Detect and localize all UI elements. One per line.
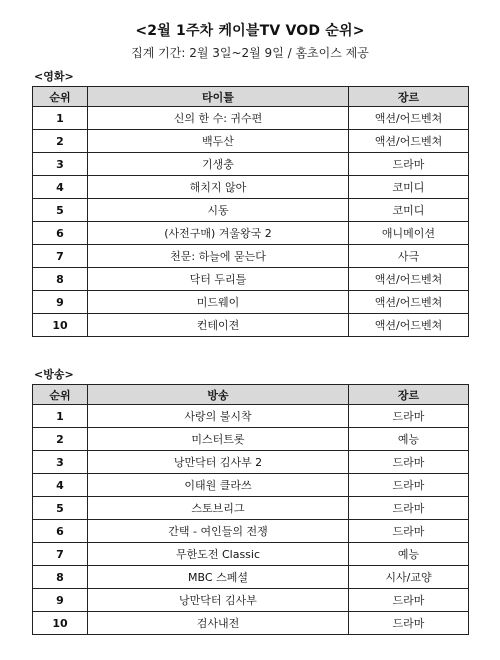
table-row — [33, 451, 469, 474]
genre-cell: 드라마 — [349, 520, 469, 543]
rank-cell: 9 — [33, 589, 88, 612]
genre-cell: 드라마 — [349, 612, 469, 635]
title-cell: 신의 한 수: 귀수편 — [88, 107, 349, 130]
table-row — [33, 268, 469, 291]
table-row — [33, 497, 469, 520]
genre-cell: 드라마 — [349, 589, 469, 612]
table-row — [33, 222, 469, 245]
rank-cell: 10 — [33, 612, 88, 635]
title-cell: 백두산 — [88, 130, 349, 153]
genre-cell: 애니메이션 — [349, 222, 469, 245]
title-cell: 컨테이젼 — [88, 314, 349, 337]
rank-cell: 2 — [33, 428, 88, 451]
movie-ranking-table — [32, 86, 469, 337]
table-row — [33, 474, 469, 497]
title-cell: 무한도전 Classic — [88, 543, 349, 566]
rank-cell: 6 — [33, 222, 88, 245]
title-cell: 미드웨이 — [88, 291, 349, 314]
broadcast-section-label: <방송> — [34, 368, 74, 381]
rank-cell: 5 — [33, 199, 88, 222]
genre-cell: 액션/어드벤쳐 — [349, 268, 469, 291]
table-row — [33, 589, 469, 612]
title-cell: 천문: 하늘에 묻는다 — [88, 245, 349, 268]
genre-cell: 액션/어드벤쳐 — [349, 130, 469, 153]
title-cell: 검사내전 — [88, 612, 349, 635]
title-cell: 스토브리그 — [88, 497, 349, 520]
column-header-program: 방송 — [88, 385, 349, 405]
genre-cell: 드라마 — [349, 451, 469, 474]
table-row — [33, 543, 469, 566]
rank-cell: 6 — [33, 520, 88, 543]
genre-cell: 시사/교양 — [349, 566, 469, 589]
rank-cell: 1 — [33, 107, 88, 130]
title-cell: 시동 — [88, 199, 349, 222]
genre-cell: 액션/어드벤쳐 — [349, 314, 469, 337]
title-cell: 이태원 클라쓰 — [88, 474, 349, 497]
table-row — [33, 107, 469, 130]
rank-cell: 8 — [33, 268, 88, 291]
table-row — [33, 612, 469, 635]
table-row — [33, 153, 469, 176]
table-row — [33, 405, 469, 428]
genre-cell: 드라마 — [349, 153, 469, 176]
rank-cell: 9 — [33, 291, 88, 314]
column-header-genre: 장르 — [349, 87, 469, 107]
table-row — [33, 520, 469, 543]
table-row — [33, 199, 469, 222]
title-cell: 기생충 — [88, 153, 349, 176]
column-header-rank: 순위 — [33, 87, 88, 107]
genre-cell: 드라마 — [349, 474, 469, 497]
column-header-genre: 장르 — [349, 385, 469, 405]
table-row — [33, 176, 469, 199]
title-cell: MBC 스페셜 — [88, 566, 349, 589]
genre-cell: 코미디 — [349, 176, 469, 199]
table-row — [33, 566, 469, 589]
page-subtitle: 집계 기간: 2월 3일~2월 9일 / 홈초이스 제공 — [131, 46, 369, 60]
rank-cell: 1 — [33, 405, 88, 428]
rank-cell: 7 — [33, 245, 88, 268]
page-title: <2월 1주차 케이블TV VOD 순위> — [135, 23, 365, 39]
genre-cell: 사극 — [349, 245, 469, 268]
rank-cell: 4 — [33, 474, 88, 497]
title-cell: 낭만닥터 김사부 2 — [88, 451, 349, 474]
title-cell: 간택 - 여인들의 전쟁 — [88, 520, 349, 543]
genre-cell: 예능 — [349, 543, 469, 566]
rank-cell: 2 — [33, 130, 88, 153]
broadcast-table-body — [33, 405, 469, 635]
genre-cell: 예능 — [349, 428, 469, 451]
rank-cell: 3 — [33, 153, 88, 176]
genre-cell: 드라마 — [349, 405, 469, 428]
rank-cell: 8 — [33, 566, 88, 589]
table-header-row — [33, 385, 469, 405]
title-cell: 낭만닥터 김사부 — [88, 589, 349, 612]
table-row — [33, 130, 469, 153]
title-cell: 미스터트롯 — [88, 428, 349, 451]
genre-cell: 액션/어드벤쳐 — [349, 291, 469, 314]
rank-cell: 5 — [33, 497, 88, 520]
title-cell: 사랑의 불시착 — [88, 405, 349, 428]
table-row — [33, 314, 469, 337]
rank-cell: 10 — [33, 314, 88, 337]
rank-cell: 7 — [33, 543, 88, 566]
title-cell: (사전구매) 겨울왕국 2 — [88, 222, 349, 245]
movie-table-body — [33, 107, 469, 337]
genre-cell: 액션/어드벤쳐 — [349, 107, 469, 130]
table-row — [33, 245, 469, 268]
rank-cell: 4 — [33, 176, 88, 199]
column-header-title: 타이틀 — [88, 87, 349, 107]
title-cell: 닥터 두리틀 — [88, 268, 349, 291]
title-cell: 해치지 않아 — [88, 176, 349, 199]
broadcast-ranking-table — [32, 384, 469, 635]
movie-section-label: <영화> — [34, 70, 74, 83]
rank-cell: 3 — [33, 451, 88, 474]
table-header-row — [33, 87, 469, 107]
table-row — [33, 428, 469, 451]
genre-cell: 드라마 — [349, 497, 469, 520]
genre-cell: 코미디 — [349, 199, 469, 222]
column-header-rank: 순위 — [33, 385, 88, 405]
table-row — [33, 291, 469, 314]
